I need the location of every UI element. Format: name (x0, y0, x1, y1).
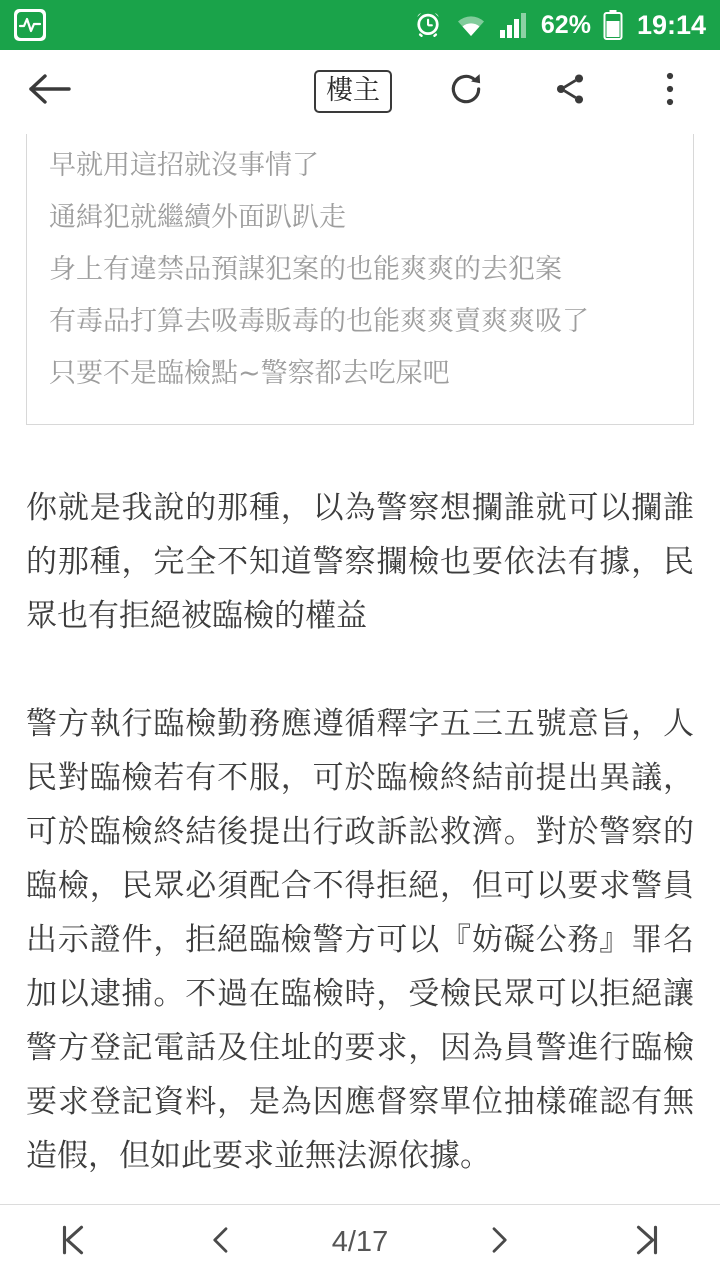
page-indicator: 4/17 (331, 1226, 389, 1258)
owner-filter-label: 樓主 (314, 70, 392, 113)
status-bar-left (14, 9, 46, 41)
post-paragraph-1: 你就是我說的那種，以為警察想攔誰就可以攔誰的那種，完全不知道警察攔檢也要依法有據，民眾也有拒絕被臨檢的權益 (26, 490, 694, 634)
skip-to-first-icon (56, 1223, 90, 1262)
owner-filter-button[interactable] (314, 62, 392, 122)
more-vertical-icon (664, 71, 676, 112)
share-icon (552, 71, 588, 112)
refresh-icon (447, 70, 485, 113)
alarm-clock-icon (413, 10, 443, 40)
wifi-icon (455, 11, 487, 39)
post-content[interactable] (0, 134, 720, 1204)
quote-line: 有毒品打算去吸毒販毒的也能爽爽賣爽爽吸了 (49, 306, 589, 337)
cellular-signal-icon (499, 11, 529, 39)
pagination-bar (0, 1204, 720, 1280)
quote-line: 身上有違禁品預謀犯案的也能爽爽的去犯案 (49, 254, 562, 285)
back-button[interactable] (20, 62, 80, 122)
overflow-menu-button[interactable] (640, 62, 700, 122)
app-toolbar (0, 50, 720, 134)
back-arrow-icon (28, 72, 72, 111)
last-page-button[interactable] (610, 1212, 684, 1274)
next-page-button[interactable] (462, 1212, 536, 1274)
status-bar-clock: 19:14 (636, 9, 706, 40)
battery-icon (603, 10, 623, 40)
first-page-button[interactable] (36, 1212, 110, 1274)
quote-line: 通緝犯就繼續外面趴趴走 (49, 202, 346, 233)
chevron-left-icon (206, 1223, 236, 1262)
status-bar-right (413, 10, 706, 40)
status-bar (0, 0, 720, 50)
previous-page-button[interactable] (184, 1212, 258, 1274)
skip-to-last-icon (630, 1223, 664, 1262)
post-paragraph-2: 警方執行臨檢勤務應遵循釋字五三五號意旨，人民對臨檢若有不服，可於臨檢終結前提出異議，可於臨檢終結後提出行政訴訟救濟。對於警察的臨檢，民眾必須配合不得拒絕，但可以要求警員出示證件，拒絕臨檢警方可以『妨礙公務』罪名加以逮捕。不過在臨檢時，受檢民眾可以拒絕讓警方登記電話及住址的要求，因為員警進行臨檢要求登記資料，是為因應督察單位抽樣確認有無造假，但如此要求並無法源依據。 (26, 706, 694, 1174)
quoted-text-block (26, 134, 694, 425)
chevron-right-icon (484, 1223, 514, 1262)
refresh-button[interactable] (436, 62, 496, 122)
activity-monitor-icon (14, 9, 46, 41)
quote-line: 早就用這招就沒事情了 (49, 150, 319, 181)
quote-line: 只要不是臨檢點~警察都去吃屎吧 (49, 358, 450, 389)
share-button[interactable] (540, 62, 600, 122)
battery-percent-label: 62% (540, 10, 591, 39)
